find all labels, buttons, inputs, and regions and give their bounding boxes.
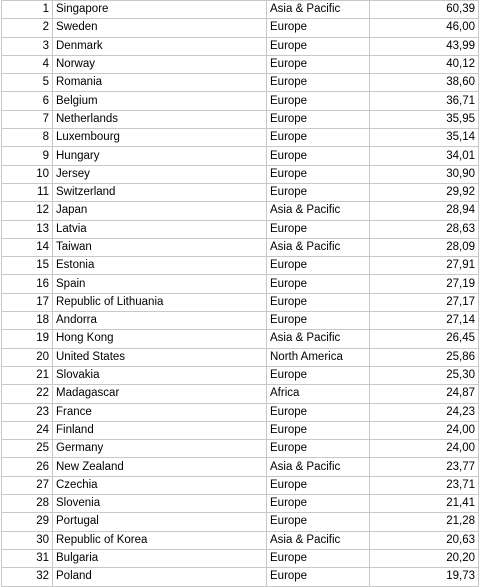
country-cell[interactable]: Republic of Lithuania	[53, 293, 267, 311]
table-row	[2, 19, 479, 37]
country-cell[interactable]: Netherlands	[53, 110, 267, 128]
region-cell[interactable]: Europe	[267, 366, 370, 384]
value-cell[interactable]: 24,00	[370, 421, 479, 439]
country-cell[interactable]: Estonia	[53, 257, 267, 275]
rank-cell[interactable]: 3	[2, 37, 53, 55]
table-row	[2, 74, 479, 92]
table-row	[2, 257, 479, 275]
table-row	[2, 183, 479, 201]
region-cell[interactable]: Europe	[267, 275, 370, 293]
value-cell[interactable]: 27,14	[370, 312, 479, 330]
rank-cell[interactable]: 20	[2, 348, 53, 366]
rank-cell[interactable]: 13	[2, 220, 53, 238]
region-cell[interactable]: Europe	[267, 476, 370, 494]
rank-cell[interactable]: 1	[2, 1, 53, 19]
region-cell[interactable]: Europe	[267, 293, 370, 311]
region-cell[interactable]: Europe	[267, 92, 370, 110]
country-cell[interactable]: New Zealand	[53, 458, 267, 476]
value-cell[interactable]: 34,01	[370, 147, 479, 165]
value-cell[interactable]: 43,99	[370, 37, 479, 55]
table-row	[2, 330, 479, 348]
value-cell[interactable]: 40,12	[370, 55, 479, 73]
value-cell[interactable]: 28,94	[370, 202, 479, 220]
country-cell[interactable]: Spain	[53, 275, 267, 293]
table-row	[2, 92, 479, 110]
table-row	[2, 238, 479, 256]
value-cell[interactable]: 26,45	[370, 330, 479, 348]
value-cell[interactable]: 30,90	[370, 165, 479, 183]
region-cell[interactable]: Europe	[267, 220, 370, 238]
value-cell[interactable]: 28,63	[370, 220, 479, 238]
table-row	[2, 458, 479, 476]
table-row	[2, 37, 479, 55]
ranking-table	[1, 0, 479, 587]
table-row	[2, 312, 479, 330]
table-row	[2, 568, 479, 586]
table-row	[2, 275, 479, 293]
value-cell[interactable]: 20,20	[370, 549, 479, 567]
rank-cell[interactable]: 16	[2, 275, 53, 293]
rank-cell[interactable]: 15	[2, 257, 53, 275]
region-cell[interactable]: Europe	[267, 257, 370, 275]
rank-cell[interactable]: 18	[2, 312, 53, 330]
region-cell[interactable]: Asia & Pacific	[267, 238, 370, 256]
rank-cell[interactable]: 2	[2, 19, 53, 37]
rank-cell[interactable]: 26	[2, 458, 53, 476]
table-row	[2, 440, 479, 458]
rank-cell[interactable]: 9	[2, 147, 53, 165]
table-row	[2, 110, 479, 128]
value-cell[interactable]: 25,86	[370, 348, 479, 366]
country-cell[interactable]: Japan	[53, 202, 267, 220]
region-cell[interactable]: Asia & Pacific	[267, 202, 370, 220]
region-cell[interactable]: Europe	[267, 37, 370, 55]
value-cell[interactable]: 24,00	[370, 440, 479, 458]
value-cell[interactable]: 21,28	[370, 513, 479, 531]
value-cell[interactable]: 21,41	[370, 495, 479, 513]
table-row	[2, 495, 479, 513]
table-row	[2, 403, 479, 421]
region-cell[interactable]: Asia & Pacific	[267, 330, 370, 348]
value-cell[interactable]: 24,23	[370, 403, 479, 421]
country-cell[interactable]: Sweden	[53, 19, 267, 37]
value-cell[interactable]: 27,91	[370, 257, 479, 275]
region-cell[interactable]: Europe	[267, 165, 370, 183]
table-row	[2, 531, 479, 549]
table-row	[2, 366, 479, 384]
table-row	[2, 513, 479, 531]
region-cell[interactable]: Europe	[267, 568, 370, 586]
region-cell[interactable]: Europe	[267, 55, 370, 73]
rank-cell[interactable]: 28	[2, 495, 53, 513]
region-cell[interactable]: Europe	[267, 110, 370, 128]
region-cell[interactable]: Europe	[267, 495, 370, 513]
country-cell[interactable]: France	[53, 403, 267, 421]
rank-cell[interactable]: 5	[2, 74, 53, 92]
table-row	[2, 421, 479, 439]
country-cell[interactable]: Jersey	[53, 165, 267, 183]
rank-cell[interactable]: 31	[2, 549, 53, 567]
table-row	[2, 348, 479, 366]
country-cell[interactable]: Bulgaria	[53, 549, 267, 567]
country-cell[interactable]: Finland	[53, 421, 267, 439]
table-row	[2, 129, 479, 147]
region-cell[interactable]: Europe	[267, 421, 370, 439]
region-cell[interactable]: Asia & Pacific	[267, 1, 370, 19]
region-cell[interactable]: Africa	[267, 385, 370, 403]
region-cell[interactable]: Asia & Pacific	[267, 531, 370, 549]
value-cell[interactable]: 38,60	[370, 74, 479, 92]
rank-cell[interactable]: 7	[2, 110, 53, 128]
region-cell[interactable]: Europe	[267, 513, 370, 531]
country-cell[interactable]: Madagascar	[53, 385, 267, 403]
country-cell[interactable]: Denmark	[53, 37, 267, 55]
region-cell[interactable]: Europe	[267, 312, 370, 330]
country-cell[interactable]: Romania	[53, 74, 267, 92]
rank-cell[interactable]: 27	[2, 476, 53, 494]
country-cell[interactable]: Slovenia	[53, 495, 267, 513]
table-row	[2, 293, 479, 311]
rank-cell[interactable]: 6	[2, 92, 53, 110]
country-cell[interactable]: Republic of Korea	[53, 531, 267, 549]
rank-cell[interactable]: 19	[2, 330, 53, 348]
rank-cell[interactable]: 29	[2, 513, 53, 531]
region-cell[interactable]: Europe	[267, 440, 370, 458]
rank-cell[interactable]: 12	[2, 202, 53, 220]
table-row	[2, 220, 479, 238]
region-cell[interactable]: Europe	[267, 147, 370, 165]
country-cell[interactable]: Taiwan	[53, 238, 267, 256]
region-cell[interactable]: Europe	[267, 19, 370, 37]
value-cell[interactable]: 27,19	[370, 275, 479, 293]
region-cell[interactable]: Europe	[267, 403, 370, 421]
table-body	[2, 1, 479, 587]
rank-cell[interactable]: 24	[2, 421, 53, 439]
rank-cell[interactable]: 17	[2, 293, 53, 311]
region-cell[interactable]: Asia & Pacific	[267, 458, 370, 476]
region-cell[interactable]: Europe	[267, 549, 370, 567]
rank-cell[interactable]: 21	[2, 366, 53, 384]
region-cell[interactable]: North America	[267, 348, 370, 366]
table-row	[2, 147, 479, 165]
value-cell[interactable]: 23,77	[370, 458, 479, 476]
country-cell[interactable]: Slovakia	[53, 366, 267, 384]
rank-cell[interactable]: 10	[2, 165, 53, 183]
value-cell[interactable]: 35,95	[370, 110, 479, 128]
value-cell[interactable]: 46,00	[370, 19, 479, 37]
value-cell[interactable]: 24,87	[370, 385, 479, 403]
value-cell[interactable]: 19,73	[370, 568, 479, 586]
value-cell[interactable]: 27,17	[370, 293, 479, 311]
rank-cell[interactable]: 11	[2, 183, 53, 201]
country-cell[interactable]: Andorra	[53, 312, 267, 330]
table-row	[2, 202, 479, 220]
rank-cell[interactable]: 32	[2, 568, 53, 586]
rank-cell[interactable]: 8	[2, 129, 53, 147]
rank-cell[interactable]: 30	[2, 531, 53, 549]
country-cell[interactable]: Singapore	[53, 1, 267, 19]
country-cell[interactable]: Portugal	[53, 513, 267, 531]
country-cell[interactable]: Switzerland	[53, 183, 267, 201]
region-cell[interactable]: Europe	[267, 129, 370, 147]
country-cell[interactable]: Poland	[53, 568, 267, 586]
country-cell[interactable]: Belgium	[53, 92, 267, 110]
rank-cell[interactable]: 25	[2, 440, 53, 458]
country-cell[interactable]: United States	[53, 348, 267, 366]
table-row	[2, 1, 479, 19]
country-cell[interactable]: Czechia	[53, 476, 267, 494]
value-cell[interactable]: 25,30	[370, 366, 479, 384]
value-cell[interactable]: 23,71	[370, 476, 479, 494]
rank-cell[interactable]: 4	[2, 55, 53, 73]
table-row	[2, 385, 479, 403]
country-cell[interactable]: Hungary	[53, 147, 267, 165]
table-row	[2, 549, 479, 567]
country-cell[interactable]: Latvia	[53, 220, 267, 238]
table-row	[2, 165, 479, 183]
value-cell[interactable]: 36,71	[370, 92, 479, 110]
rank-cell[interactable]: 22	[2, 385, 53, 403]
country-cell[interactable]: Luxembourg	[53, 129, 267, 147]
value-cell[interactable]: 35,14	[370, 129, 479, 147]
value-cell[interactable]: 60,39	[370, 1, 479, 19]
value-cell[interactable]: 29,92	[370, 183, 479, 201]
rank-cell[interactable]: 23	[2, 403, 53, 421]
table-row	[2, 55, 479, 73]
region-cell[interactable]: Europe	[267, 74, 370, 92]
value-cell[interactable]: 20,63	[370, 531, 479, 549]
country-cell[interactable]: Hong Kong	[53, 330, 267, 348]
rank-cell[interactable]: 14	[2, 238, 53, 256]
region-cell[interactable]: Europe	[267, 183, 370, 201]
value-cell[interactable]: 28,09	[370, 238, 479, 256]
country-cell[interactable]: Norway	[53, 55, 267, 73]
table-row	[2, 476, 479, 494]
country-cell[interactable]: Germany	[53, 440, 267, 458]
